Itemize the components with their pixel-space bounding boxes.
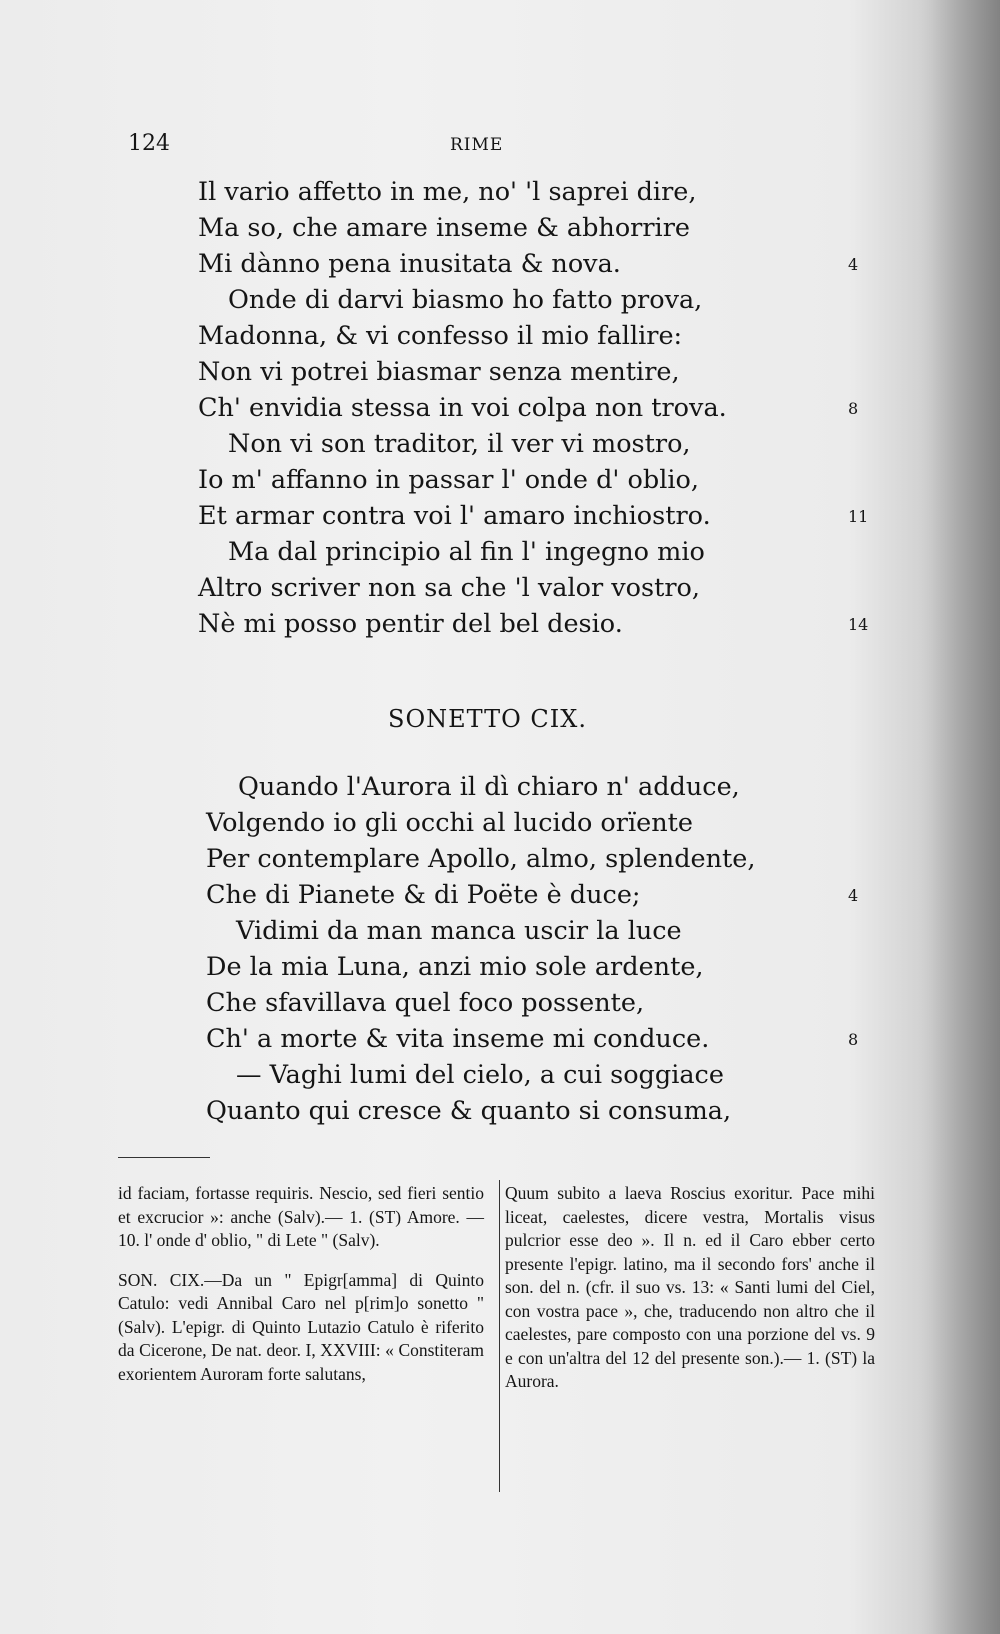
verse-line	[0, 573, 1000, 609]
verse-text: Ma dal principio al fin l' ingegno mio	[228, 537, 705, 567]
verse-text: Volgendo io gli occhi al lucido orïente	[206, 808, 693, 838]
verse-line	[0, 1096, 1000, 1132]
line-number: 8	[848, 399, 859, 418]
verse-line	[0, 537, 1000, 573]
verse-line	[0, 213, 1000, 249]
footnote-paragraph: Quum subito a laeva Roscius exoritur. Pace mihi liceat, caelestes, dicere vestra, Mortalis visus pulcrior esse deo ». Il n. ed il Caro ebber certo presente l'epigr. latino, ma il secondo fors' anche il son. del n. (cfr. il suo vs. 13: « Santi lumi del Ciel, con vostra pace », che, traducendo non altro che il caelestes, pare composto con una porzione del vs. 9 e con un'altra del 12 del presente son.).— 1. (ST) la Aurora.	[505, 1183, 875, 1391]
verse-text: Che di Pianete & di Poëte è duce;	[206, 880, 641, 910]
line-number: 4	[848, 886, 859, 905]
verse-line	[0, 916, 1000, 952]
verse-text: Per contemplare Apollo, almo, splendente,	[206, 844, 756, 874]
line-number: 8	[848, 1030, 859, 1049]
verse-text: Non vi son traditor, il ver vi mostro,	[228, 429, 691, 459]
sonnet-title: SONETTO CIX.	[388, 705, 587, 733]
column-divider	[499, 1180, 500, 1492]
verse-line	[0, 393, 1000, 429]
verse-text: Ma so, che amare inseme & abhorrire	[198, 213, 690, 243]
verse-text: Non vi potrei biasmar senza mentire,	[198, 357, 680, 387]
line-number: 4	[848, 255, 859, 274]
verse-text: Et armar contra voi l' amaro inchiostro.	[198, 501, 711, 531]
verse-line	[0, 1060, 1000, 1096]
page-header	[0, 131, 1000, 161]
running-title: RIME	[450, 135, 504, 155]
verse-text: Nè mi posso pentir del bel desio.	[198, 609, 623, 639]
verse-line	[0, 609, 1000, 645]
verse-text: Io m' affanno in passar l' onde d' oblio,	[198, 465, 699, 495]
footnote-column-right	[505, 1182, 875, 1394]
verse-line	[0, 952, 1000, 988]
verse-text: Vidimi da man manca uscir la luce	[236, 916, 682, 946]
verse-line	[0, 501, 1000, 537]
verse-line	[0, 465, 1000, 501]
verse-line	[0, 249, 1000, 285]
verse-line	[0, 988, 1000, 1024]
verse-text: Onde di darvi biasmo ho fatto prova,	[228, 285, 703, 315]
verse-line	[0, 285, 1000, 321]
verse-text: Che sfavillava quel foco possente,	[206, 988, 645, 1018]
verse-text: Quanto qui cresce & quanto si consuma,	[206, 1096, 732, 1126]
verse-text: Il vario affetto in me, no' 'l saprei dire,	[198, 177, 697, 207]
verse-line	[0, 844, 1000, 880]
verse-line	[0, 321, 1000, 357]
verse-text: Ch' a morte & vita inseme mi conduce.	[206, 1024, 710, 1054]
line-number: 14	[848, 615, 869, 634]
verse-text: De la mia Luna, anzi mio sole ardente,	[206, 952, 704, 982]
verse-text: Ch' envidia stessa in voi colpa non trova.	[198, 393, 727, 423]
footnote-paragraph: id faciam, fortasse requiris. Nescio, sed fieri sentio et excrucior »: anche (Salv).— 1. (ST) Amore. — 10. l' onde d' oblio, " di Lete " (Salv).	[118, 1183, 484, 1250]
verse-text: — Vaghi lumi del cielo, a cui soggiace	[236, 1060, 724, 1090]
verse-line	[0, 772, 1000, 808]
footnote-paragraph: SON. CIX.—Da un " Epigr[amma] di Quinto Catulo: vedi Annibal Caro nel p[rim]o sonetto " (Salv). L'epigr. di Quinto Lutazio Catulo è riferito da Cicerone, De nat. deor. I, XXVIII: « Constiteram exorientem Auroram forte salutans,	[118, 1269, 484, 1384]
verse-text: Quando l'Aurora il dì chiaro n' adduce,	[238, 772, 740, 802]
verse-text: Madonna, & vi confesso il mio fallire:	[198, 321, 683, 351]
line-number: 11	[848, 507, 869, 526]
verse-line	[0, 177, 1000, 213]
verse-line	[0, 1024, 1000, 1060]
footnote-column-left	[118, 1182, 484, 1386]
verse-line	[0, 808, 1000, 844]
verse-line	[0, 357, 1000, 393]
verse-text: Altro scriver non sa che 'l valor vostro,	[198, 573, 700, 603]
verse-line	[0, 429, 1000, 465]
verse-line	[0, 880, 1000, 916]
page-number: 124	[128, 131, 170, 156]
verse-text: Mi dànno pena inusitata & nova.	[198, 249, 621, 279]
footnote-rule	[118, 1157, 210, 1158]
paragraph-gap	[118, 1253, 484, 1269]
